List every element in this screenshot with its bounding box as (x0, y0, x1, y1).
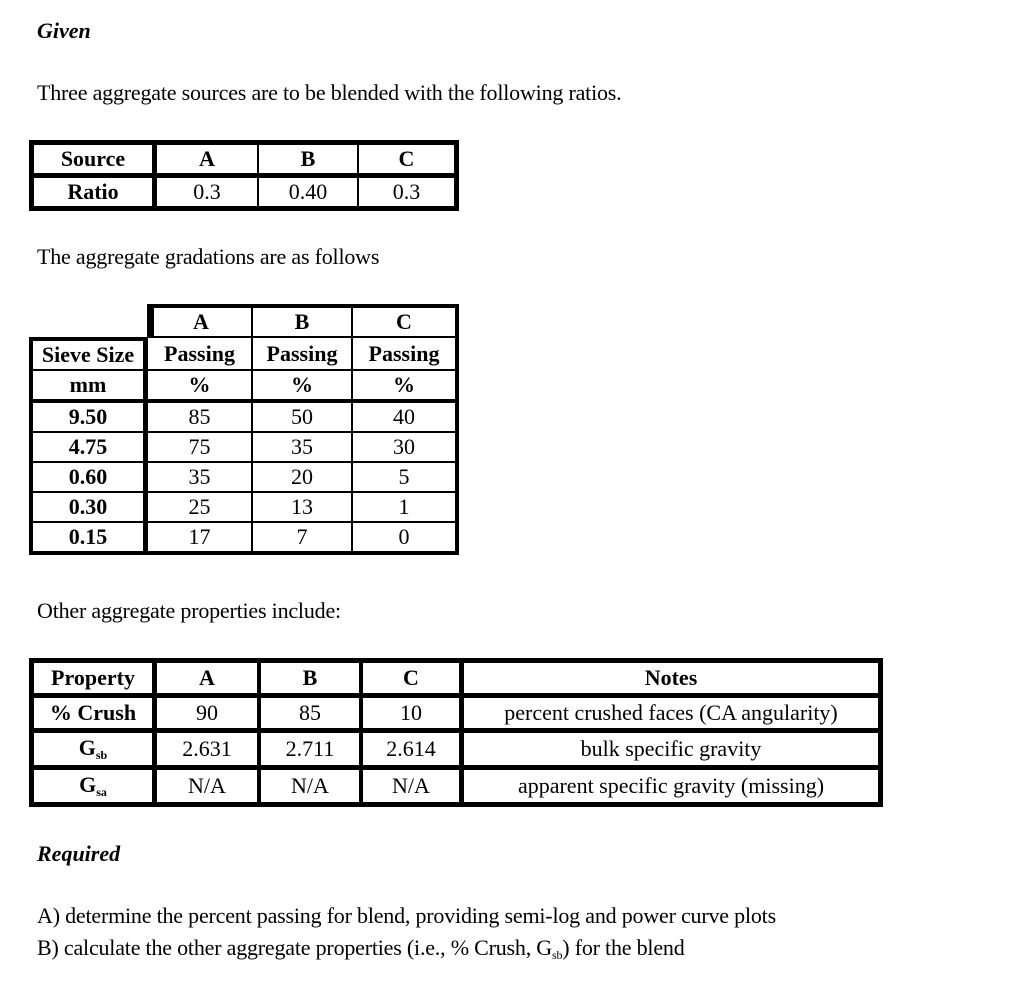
gsa-note: apparent specific gravity (missing) (463, 766, 879, 803)
gradation-header-unit-b: % (252, 370, 352, 400)
properties-header-b: B (260, 662, 362, 694)
gsa-value-a: N/A (156, 766, 260, 803)
passing-b-cell: 50 (252, 400, 352, 432)
gradation-header-passing-b: Passing (252, 337, 352, 370)
crush-value-c: 10 (362, 694, 463, 729)
gsb-value-c: 2.614 (362, 729, 463, 766)
passing-a-cell: 17 (147, 522, 252, 555)
gradation-header-b: B (252, 304, 352, 337)
ratio-header-a: A (156, 144, 258, 174)
sieve-size-cell: 0.60 (29, 462, 147, 492)
required-heading: Required (37, 841, 121, 866)
sieve-size-cell: 0.15 (29, 522, 147, 555)
ratio-header-b: B (258, 144, 358, 174)
properties-header-notes: Notes (463, 662, 879, 694)
gradation-row (29, 462, 459, 492)
passing-b-cell: 7 (252, 522, 352, 555)
gsa-label-subscript: sa (96, 785, 107, 799)
gsa-value-c: N/A (362, 766, 463, 803)
gradation-row (29, 522, 459, 555)
gradation-header-blank (29, 304, 147, 337)
properties-header-a: A (156, 662, 260, 694)
properties-table (29, 658, 883, 807)
passing-c-cell: 1 (352, 492, 459, 522)
ratio-value-a: 0.3 (156, 174, 258, 207)
gradation-table (29, 304, 459, 555)
required-item-b (37, 935, 685, 963)
gradation-header-row-1 (29, 304, 459, 337)
sieve-size-cell: 0.30 (29, 492, 147, 522)
passing-a-cell: 85 (147, 400, 252, 432)
gradation-header-passing-a: Passing (147, 337, 252, 370)
gradation-header-passing-c: Passing (352, 337, 459, 370)
given-intro-text: Three aggregate sources are to be blended with the following ratios. (37, 80, 622, 105)
property-label-gsa (33, 766, 156, 803)
passing-a-cell: 25 (147, 492, 252, 522)
sieve-size-cell: 9.50 (29, 400, 147, 432)
ratio-value-c: 0.3 (358, 174, 455, 207)
gsa-value-b: N/A (260, 766, 362, 803)
properties-intro-text: Other aggregate properties include: (37, 598, 341, 623)
gradation-header-unit-mm: mm (29, 370, 147, 400)
gradation-header-unit-a: % (147, 370, 252, 400)
passing-a-cell: 35 (147, 462, 252, 492)
property-label-gsb (33, 729, 156, 766)
properties-row-crush (33, 694, 879, 729)
ratio-header-c: C (358, 144, 455, 174)
ratio-table (29, 140, 459, 211)
properties-header-row (33, 662, 879, 694)
gsb-value-b: 2.711 (260, 729, 362, 766)
gradation-row (29, 432, 459, 462)
passing-a-cell: 75 (147, 432, 252, 462)
required-item-b-text: B) calculate the other aggregate properties (i.e., % Crush, G (37, 935, 552, 960)
gradation-row (29, 400, 459, 432)
gradation-header-unit-c: % (352, 370, 459, 400)
gsa-label-main: G (79, 772, 97, 797)
ratio-table-row (33, 174, 455, 207)
crush-value-b: 85 (260, 694, 362, 729)
given-heading: Given (37, 18, 91, 43)
passing-b-cell: 20 (252, 462, 352, 492)
ratio-value-b: 0.40 (258, 174, 358, 207)
required-item-b-suffix: ) for the blend (562, 935, 685, 960)
gradation-header-sieve-size: Sieve Size (29, 337, 147, 370)
passing-c-cell: 5 (352, 462, 459, 492)
passing-b-cell: 35 (252, 432, 352, 462)
passing-c-cell: 30 (352, 432, 459, 462)
gradation-row (29, 492, 459, 522)
gsb-label-subscript: sb (95, 748, 108, 762)
crush-value-a: 90 (156, 694, 260, 729)
required-item-a: A) determine the percent passing for blend, providing semi-log and power curve plots (37, 903, 776, 928)
gradation-header-row-3 (29, 370, 459, 400)
passing-c-cell: 40 (352, 400, 459, 432)
properties-row-gsb (33, 729, 879, 766)
required-item-b-subscript: sb (551, 948, 563, 962)
gradation-intro-text: The aggregate gradations are as follows (37, 244, 380, 269)
property-label-crush: % Crush (33, 694, 156, 729)
gradation-header-row-2 (29, 337, 459, 370)
ratio-header-source: Source (33, 144, 156, 174)
gsb-label-main: G (78, 735, 96, 760)
properties-header-c: C (362, 662, 463, 694)
ratio-row-label: Ratio (33, 174, 156, 207)
properties-header-property: Property (33, 662, 156, 694)
gradation-header-a: A (147, 304, 252, 337)
gsb-note: bulk specific gravity (463, 729, 879, 766)
ratio-table-header-row (33, 144, 455, 174)
properties-row-gsa (33, 766, 879, 803)
crush-note: percent crushed faces (CA angularity) (463, 694, 879, 729)
sieve-size-cell: 4.75 (29, 432, 147, 462)
passing-c-cell: 0 (352, 522, 459, 555)
gsb-value-a: 2.631 (156, 729, 260, 766)
passing-b-cell: 13 (252, 492, 352, 522)
gradation-header-c: C (352, 304, 459, 337)
